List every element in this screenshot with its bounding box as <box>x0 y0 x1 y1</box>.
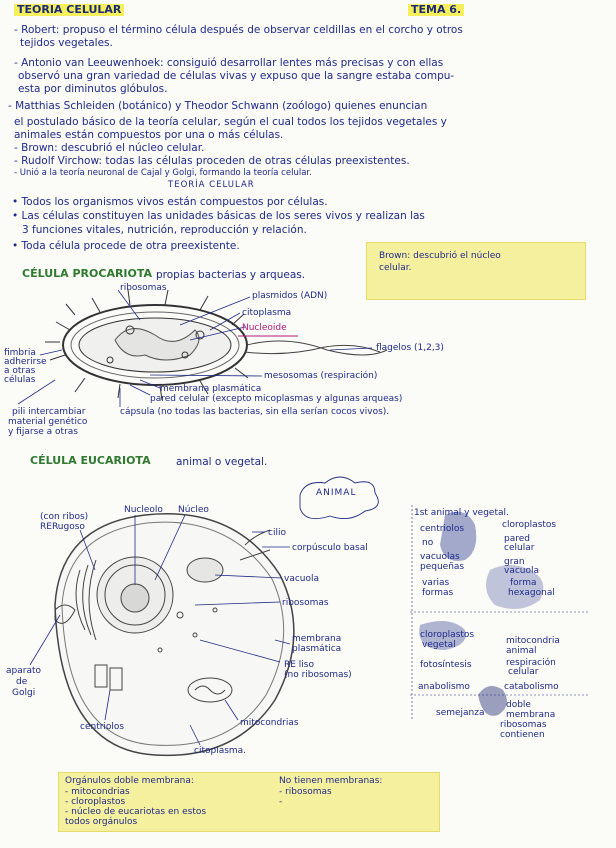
label-pili: pili intercambiar <box>12 407 86 417</box>
label-golgi: aparato <box>6 666 41 676</box>
comparison-right2: animal <box>506 646 537 656</box>
double-membrane-line: todos orgánulos <box>65 817 138 827</box>
eukaryote-subtitle: animal o vegetal. <box>176 456 268 468</box>
brown-note-line: Brown: descubrió el núcleo <box>379 251 501 261</box>
comparison-right2: celular <box>508 667 539 677</box>
theory-title: TEORÍA CELULAR <box>168 180 255 190</box>
comparison-right2: mitocondria <box>506 636 560 646</box>
history-line: el postulado básico de la teoría celular, según el cual todos los tejidos vegetales y <box>14 116 447 128</box>
comparison-left: formas <box>422 588 454 598</box>
comparison-left: vacuolas <box>420 552 460 562</box>
label-centriolos: centriolos <box>80 722 125 732</box>
label-mitocondrias: mitocondrias <box>240 718 299 728</box>
history-line: animales están compuestos por una o más células. <box>14 129 284 141</box>
double-membrane-line: - mitocondrias <box>65 787 130 797</box>
history-line: - Rudolf Virchow: todas las células proceden de otras células preexistentes. <box>14 155 410 167</box>
tema-label: TEMA 6. <box>408 4 464 16</box>
label-pili: material genético <box>8 417 88 427</box>
organelles-sticky-note <box>58 772 440 832</box>
comparison-bottom: contienen <box>500 730 545 740</box>
label-nucleoide: Nucleoide <box>242 323 287 333</box>
comparison-right: pared <box>504 534 530 544</box>
label-pili: y fijarse a otras <box>8 427 78 437</box>
comparison-right: vacuola <box>504 566 540 576</box>
label-nucleo: Núcleo <box>178 505 209 515</box>
label-golgi: Golgi <box>12 688 36 698</box>
label-citoplasma-pro: citoplasma <box>242 308 292 318</box>
label-mesosomas: mesosomas (respiración) <box>264 371 378 381</box>
history-line: - Antonio van Leeuwenhoek: consiguió desarrollar lentes más precisas y con ellas <box>14 57 444 69</box>
theory-point: • Toda célula procede de otra preexistente. <box>12 240 240 252</box>
comparison-title: 1st animal y vegetal. <box>414 508 509 518</box>
label-citoplasma-eu: citoplasma. <box>194 746 247 756</box>
label-fimbria: adherirse <box>4 357 47 367</box>
no-membrane-line: - ribosomas <box>279 787 332 797</box>
comparison-left2: cloroplastos <box>420 630 475 640</box>
history-line: - Unió a la teoría neuronal de Cajal y Golgi, formando la teoría celular. <box>14 168 312 178</box>
label-nucleolo: Nucleolo <box>124 505 163 515</box>
theory-point: • Las células constituyen las unidades básicas de los seres vivos y realizan las <box>12 210 425 222</box>
comparison-left: pequeñas <box>420 562 465 572</box>
history-line: - Matthias Schleiden (botánico) y Theodor Schwann (zoólogo) quienes enuncian <box>8 100 428 112</box>
animal-label: ANIMAL <box>316 488 357 498</box>
comparison-right: forma <box>510 578 537 588</box>
label-ribosomas-eu: ribosomas <box>282 598 329 608</box>
label-pared: pared celular (excepto micoplasmas y algunas arqueas) <box>150 394 403 404</box>
comparison-bottom: doble <box>506 700 531 710</box>
no-membrane-line: - <box>279 797 283 807</box>
comparison-left2: vegetal <box>422 640 456 650</box>
label-fimbria: fimbria <box>4 348 36 358</box>
history-line: - Robert: propuso el término célula después de observar celdillas en el corcho y otros <box>14 24 463 36</box>
prokaryote-title: CÉLULA PROCARIOTA <box>22 267 153 280</box>
theory-point: 3 funciones vitales, nutrición, reproducción y relación. <box>22 224 307 236</box>
comparison-right: celular <box>504 543 535 553</box>
label-corpusculo: corpúsculo basal <box>292 543 368 553</box>
history-line: tejidos vegetales. <box>20 37 113 49</box>
double-membrane-line: - núcleo de eucariotas en estos <box>65 807 207 817</box>
double-membrane-line: - cloroplastos <box>65 797 126 807</box>
comparison-left: no <box>422 538 434 548</box>
comparison-right2: catabolismo <box>504 682 559 692</box>
label-membrana-eu: plasmática <box>292 644 342 654</box>
label-membrana-pro: membrana plasmática <box>160 384 262 394</box>
double-membrane-line: Orgánulos doble membrana: <box>65 776 194 786</box>
comparison-bottom: membrana <box>506 710 556 720</box>
comparison-left: centriolos <box>420 524 465 534</box>
label-golgi: de <box>16 677 28 687</box>
theory-point: • Todos los organismos vivos están compuestos por células. <box>12 196 328 208</box>
comparison-right: gran <box>504 557 525 567</box>
eukaryote-title: CÉLULA EUCARIOTA <box>30 454 151 467</box>
comparison-right2: respiración <box>506 658 556 668</box>
label-rer: RERugoso <box>40 522 85 532</box>
comparison-bottom: semejanza <box>436 708 485 718</box>
comparison-bottom: ribosomas <box>500 720 547 730</box>
history-line: esta por diminutos glóbulos. <box>18 83 168 95</box>
history-line: observó una gran variedad de células vivas y expuso que la sangre estaba compu- <box>18 70 455 82</box>
label-plasmidos: plasmidos (ADN) <box>252 291 328 301</box>
comparison-left: varias <box>422 578 450 588</box>
comparison-left2: anabolismo <box>418 682 470 692</box>
prokaryote-subtitle: propias bacterias y arqueas. <box>156 269 306 281</box>
label-ribosomas-pro: ribosomas <box>120 283 167 293</box>
label-rel: (no ribosomas) <box>284 670 352 680</box>
comparison-right: hexagonal <box>508 588 555 598</box>
comparison-left2: fotosíntesis <box>420 660 472 670</box>
label-rer: (con ribos) <box>40 512 89 522</box>
label-fimbria: células <box>4 375 36 385</box>
label-vacuola: vacuola <box>284 574 320 584</box>
label-capsula: cápsula (no todas las bacterias, sin ella serían cocos vivos). <box>120 407 390 417</box>
brown-note-line: celular. <box>379 263 412 273</box>
label-fimbria: a otras <box>4 366 36 376</box>
label-membrana-eu: membrana <box>292 634 342 644</box>
no-membrane-line: No tienen membranas: <box>279 776 383 786</box>
label-rel: RE liso <box>284 660 314 670</box>
label-flagelos: flagelos (1,2,3) <box>376 343 444 353</box>
history-line: - Brown: descubrió el núcleo celular. <box>14 142 205 154</box>
label-cilio: cilio <box>268 528 286 538</box>
comparison-right: cloroplastos <box>502 520 557 530</box>
page-title: TEORIA CELULAR <box>14 4 124 16</box>
